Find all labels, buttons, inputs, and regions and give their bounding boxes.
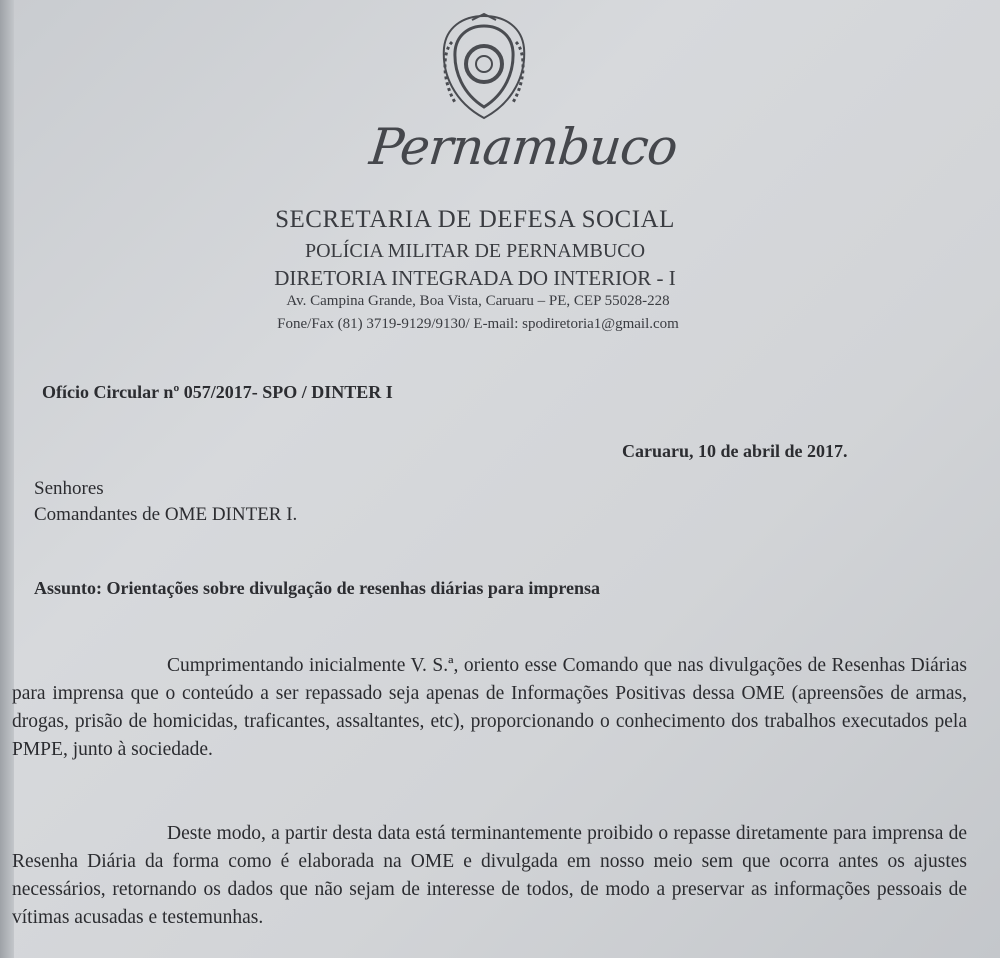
salutation-greeting: Senhores (34, 478, 104, 499)
organization-name: POLÍCIA MILITAR DE PERNAMBUCO (304, 240, 646, 262)
letterhead (0, 0, 1000, 340)
contact-line: Fone/Fax (81) 3719-9129/9130/ E-mail: spodiretoria1@gmail.com (277, 316, 679, 332)
subject-line: Assunto: Orientações sobre divulgação de resenhas diárias para imprensa (34, 578, 601, 598)
body-paragraph: Deste modo, a partir desta data está terminantemente proibido o repasse diretamente para imprensa de Resenha Diária da forma como é elaborada na OME e divulgada em nosso meio sem que ocorra antes os ajustes necessários, retornando os dados que não sejam de interesse de todos, de modo a preservar as informações pessoais de vítimas acusadas e testemunhas. (12, 823, 967, 928)
address-line: Av. Campina Grande, Boa Vista, Caruaru – PE, CEP 55028-228 (286, 293, 670, 309)
salutation (34, 476, 297, 528)
salutation-recipients: Comandantes de OME DINTER I. (34, 504, 298, 525)
body-paragraph: Cumprimentando inicialmente V. S.ª, oriento esse Comando que nas divulgações de Resenhas Diárias para imprensa que o conteúdo a ser repassado seja apenas de Informações Positivas dessa OME (apreensões de armas, drogas, prisão de homicidas, traficantes, assaltantes, etc), proporcionando o conhecimento dos trabalhos executados pela PMPE, junto à sociedade. (12, 655, 967, 760)
place-date: Caruaru, 10 de abril de 2017. (622, 441, 848, 461)
directorate-name: DIRETORIA INTEGRADA DO INTERIOR - I (274, 266, 676, 290)
department-name: SECRETARIA DE DEFESA SOCIAL (275, 206, 675, 233)
document-reference: Ofício Circular nº 057/2017- SPO / DINTER I (42, 382, 393, 402)
state-name-logotype: Pernambuco (366, 118, 680, 176)
state-coat-of-arms-icon (432, 12, 536, 124)
